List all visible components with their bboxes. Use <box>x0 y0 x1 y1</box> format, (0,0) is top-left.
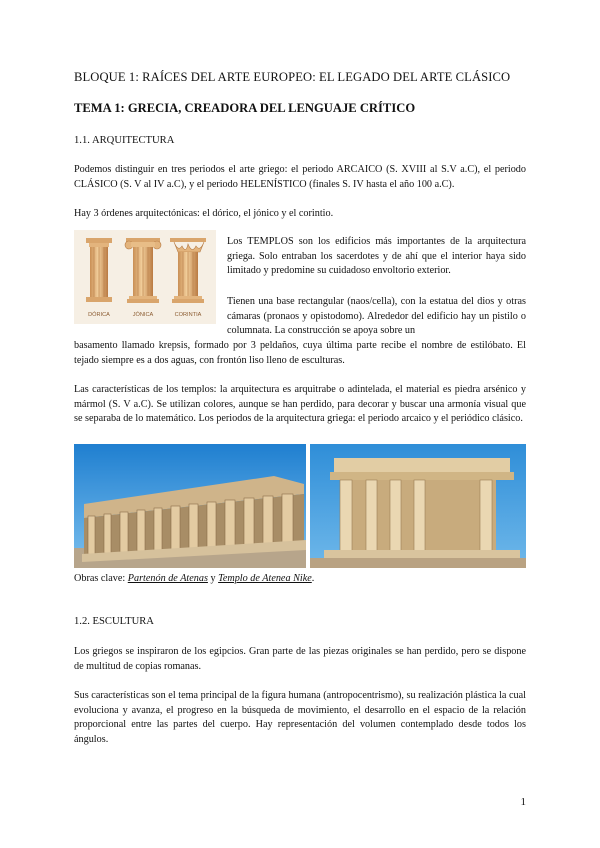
label-corintia: CORINTIA <box>174 312 202 318</box>
label-dorica: DÓRICA <box>88 312 110 318</box>
paragraph-periodos: Podemos distinguir en tres periodos el arte griego: el periodo ARCAICO (S. XVIII al S.V a.C), el periodo CLÁSICO (S. V al IV a.C), y el periodo HELENÍSTICO (finales S. IV hasta el año 100 a.C). <box>74 164 526 190</box>
paragraph-escultura-2: Sus características son el tema principal de la figura humana (antropocentrismo), su realización plástica la cual evoluciona y avanza, el progreso en la búsqueda de movimiento, el desarrollo en el espacio de la relación proporcional entre las partes del cuerpo. Hay representación del volumen contemplado desde todos los ángulos. <box>74 690 526 745</box>
section-heading-arquitectura: 1.1. ARQUITECTURA <box>74 135 175 146</box>
paragraph-caracteristicas: Las características de los templos: la arquitectura es arquitrabe o adintelada, el material es piedra arsénico y mármol (S. V a.C). Se utilizan colores, aunque se han perdido, para decorar y buscar una armonía visual que se separaba de lo matemático. Los periodos de la arquitectura griega: el periodo arcaico y el periódico clásico. <box>74 384 526 425</box>
page-number: 1 <box>520 796 526 808</box>
columns-illustration <box>74 230 216 324</box>
obras-clave-label: Obras clave: <box>74 573 126 584</box>
tema-title: TEMA 1: GRECIA, CREADORA DEL LENGUAJE CRÍTICO <box>74 101 416 115</box>
ionic-column <box>125 238 161 303</box>
paragraph-templos-2-cont: basamento llamado krepsis, formado por 3 peldaños, cuya última parte recibe el nombre de estilóbato. El tejado siempre es a dos aguas, con frontón liso lleno de esculturas. <box>74 340 526 366</box>
label-jonica: JÓNICA <box>132 312 154 318</box>
paragraph-templos-2: Tienen una base rectangular (naos/cella), con la estatua del dios y otras cámaras (pronaos y opistodomo). Alrededor del edificio hay un pistilo o columnata. La construcción se apoya sobre un <box>227 296 526 337</box>
athena-nike-image <box>310 444 526 568</box>
link-partenon[interactable]: Partenón de Atenas <box>127 573 208 584</box>
columns-orders-image <box>74 230 216 324</box>
corinthian-column <box>170 238 206 303</box>
paragraph-templos-1: Los TEMPLOS son los edificios más importantes de la arquitectura griega. Solo entraban los sacerdotes y de ahí que el interior haya sido limitado y predomine su cuidadoso envoltorio exterior. <box>227 236 526 277</box>
paragraph-escultura-1: Los griegos se inspiraron de los egipcios. Gran parte de las piezas originales se han perdido, pero se dispone de multitud de copias romanas. <box>74 646 526 672</box>
doric-column <box>86 238 112 302</box>
link-templo-atenea-nike[interactable]: Templo de Atenea Nike <box>218 573 312 584</box>
obras-clave-line <box>74 572 526 587</box>
obras-and: y <box>210 573 216 584</box>
paragraph-ordenes: Hay 3 órdenes arquitectónicas: el dórico, el jónico y el corintio. <box>74 208 334 219</box>
obras-end: . <box>311 573 315 584</box>
block-title: BLOQUE 1: RAÍCES DEL ARTE EUROPEO: EL LEGADO DEL ARTE CLÁSICO <box>74 70 511 84</box>
parthenon-illustration <box>74 444 306 568</box>
section-heading-escultura: 1.2. ESCULTURA <box>74 616 154 627</box>
athena-nike-illustration <box>310 444 526 568</box>
parthenon-image <box>74 444 306 568</box>
